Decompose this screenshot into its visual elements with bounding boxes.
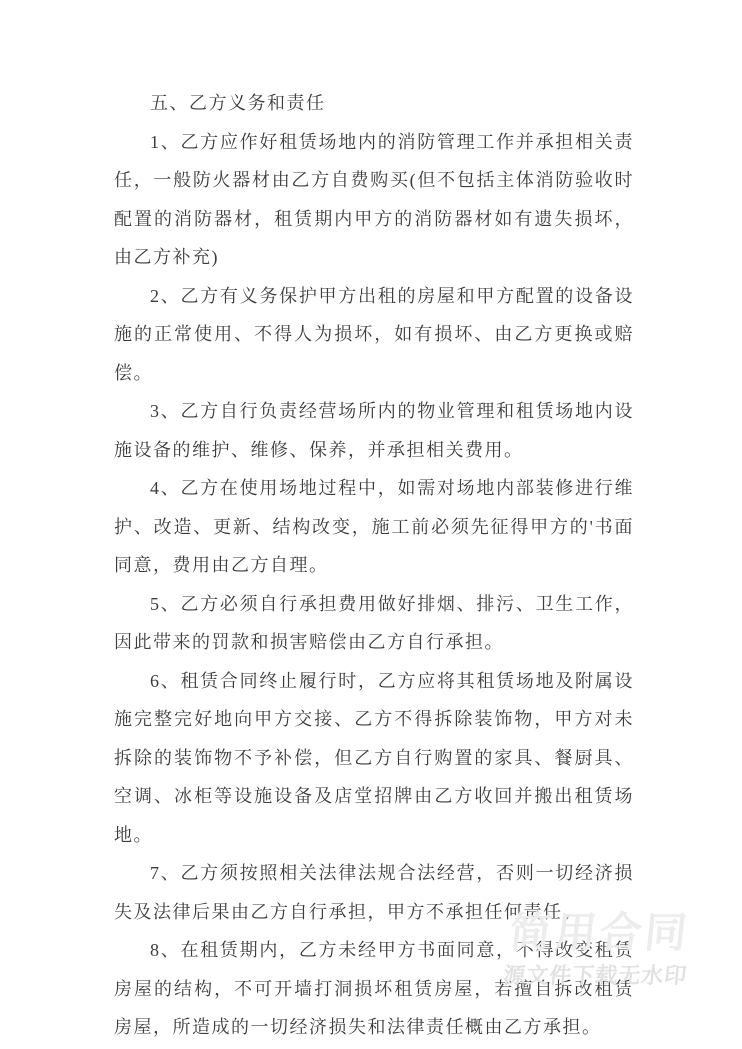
contract-body: [114, 84, 634, 1047]
watermark-tagline-text: 源文件下载无水印: [501, 963, 689, 988]
contract-clause-3: 3、乙方自行负责经营场所内的物业管理和租赁场地内设施设备的维护、维修、保养，并承担相关费用。: [114, 401, 634, 460]
contract-clause-4: 4、乙方在使用场地过程中，如需对场地内部装修进行维护、改造、更新、结构改变，施工前必须先征得甲方的'书面同意，费用由乙方自理。: [114, 478, 634, 575]
contract-clause-5: 5、乙方必须自行承担费用做好排烟、排污、卫生工作，因此带来的罚款和损害赔偿由乙方自行承担。: [114, 593, 634, 652]
watermark: [501, 909, 694, 988]
contract-clause-8: 8、在租赁期内，乙方未经甲方书面同意，不得改变租赁房屋的结构，不可开墙打洞损坏租赁房屋，若擅自拆改租赁房屋，所造成的一切经济损失和法律责任概由乙方承担。: [114, 940, 634, 1037]
contract-clause-1: 1、乙方应作好租赁场地内的消防管理工作并承担相关责任，一般防火器材由乙方自费购买(但不包括主体消防验收时配置的消防器材，租赁期内甲方的消防器材如有遗失损坏，由乙方补充): [114, 131, 634, 267]
contract-clause-6: 6、租赁合同终止履行时，乙方应将其租赁场地及附属设施完整完好地向甲方交接、乙方不得拆除装饰物，甲方对未拆除的装饰物不予补偿，但乙方自行购置的家具、餐厨具、空调、冰柜等设施设备及店堂招牌由乙方收回并搬出租赁场地。: [114, 670, 634, 845]
contract-clause-2: 2、乙方有义务保护甲方出租的房屋和甲方配置的设备设施的正常使用、不得人为损坏，如有损坏、由乙方更换或赔偿。: [114, 285, 634, 383]
contract-clause-7: 7、乙方须按照相关法律法规合法经营，否则一切经济损失及法律后果由乙方自行承担，甲方不承担任何责任。: [114, 863, 634, 922]
section-heading: 五、乙方义务和责任: [150, 93, 326, 113]
watermark-brand-text: 简用合同: [507, 909, 693, 956]
